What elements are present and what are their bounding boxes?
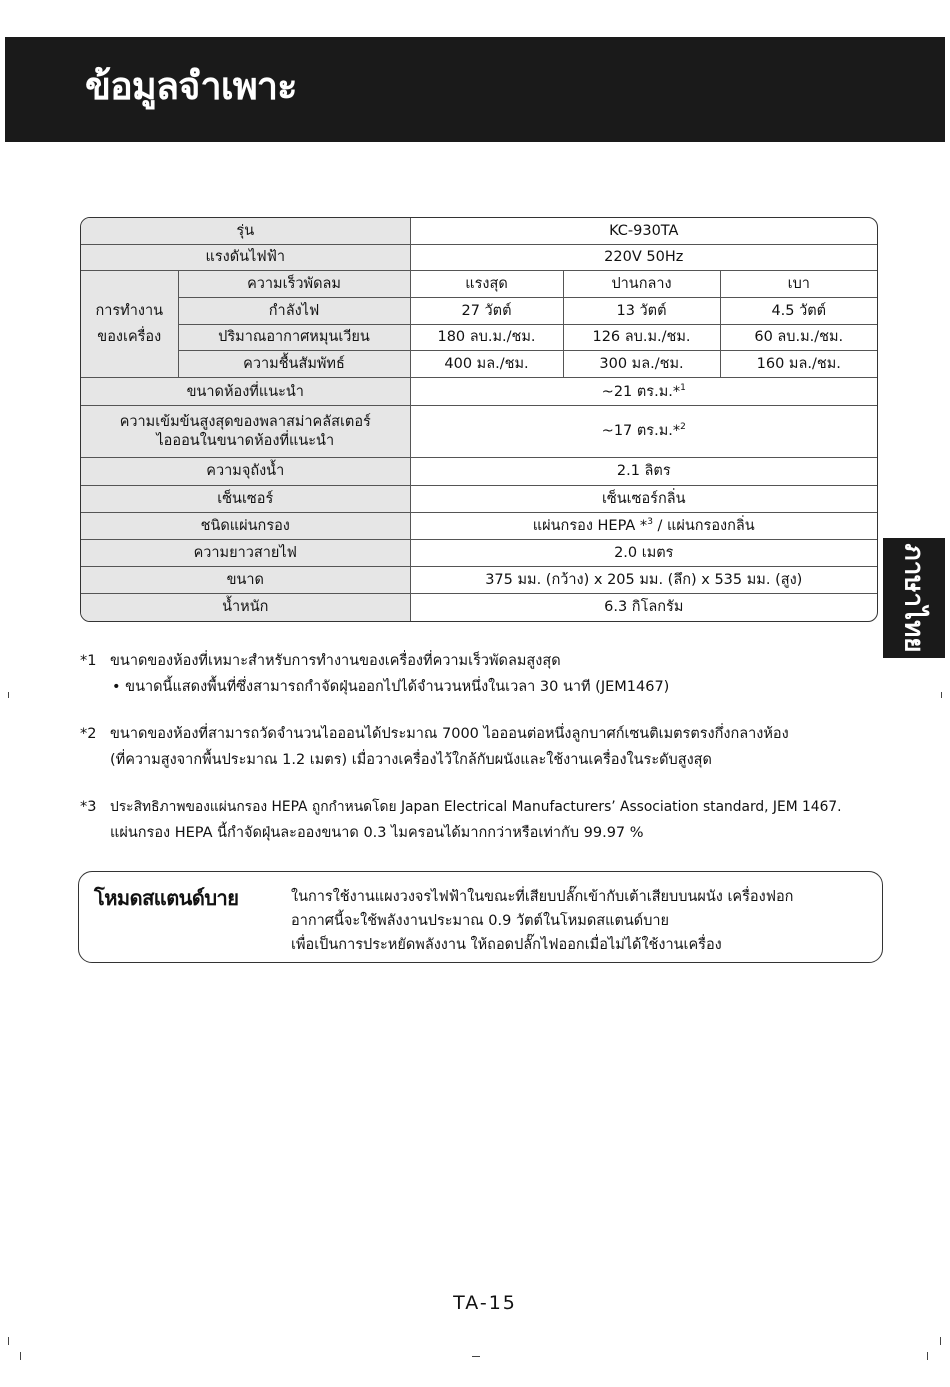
page-number: TA-15 xyxy=(453,1292,517,1314)
fan-speed-medium: ปานกลาง xyxy=(563,271,720,298)
crop-mark xyxy=(472,1356,480,1357)
standby-text: ในการใช้งานแผงวงจรไฟฟ้าในขณะที่เสียบปลั๊กเข้ากับเต้าเสียบบนผนัง เครื่องฟอก อากาศนี้จะใช้พลังงานประมาณ 0.9 วัตต์ในโหมดสแตนด์บาย เพื่อเป็นการประหยัดพลังงาน ให้ถอดปลั๊กไฟออกเมื่อไม่ได้ใช้งานเครื่อง xyxy=(291,889,794,953)
airflow-low: 60 ลบ.ม./ชม. xyxy=(720,324,877,350)
airflow-medium: 126 ลบ.ม./ชม. xyxy=(563,324,720,350)
crop-mark xyxy=(8,1337,9,1345)
footnote-mark: *1 xyxy=(80,653,97,669)
footnotes xyxy=(80,648,940,846)
language-tab-label: ภาษาไทย xyxy=(898,543,929,653)
footnote-1 xyxy=(80,648,940,700)
filter-value: แผ่นกรอง HEPA *$^3$ / แผ่นกรองกลิ่น xyxy=(410,513,877,540)
power-medium: 13 วัตต์ xyxy=(563,298,720,324)
fan-speed-high: แรงสุด xyxy=(410,271,563,298)
sensor-value: เซ็นเซอร์กลิ่น xyxy=(410,485,877,512)
spec-table xyxy=(80,217,878,622)
footnote-text: • ขนาดนี้แสดงพื้นที่ซึ่งสามารถกำจัดฝุ่นออกไปได้จำนวนหนึ่งในเวลา 30 นาที (JEM1467) xyxy=(112,679,670,695)
footnote-text: ขนาดของห้องที่สามารถวัดจำนวนไอออนได้ประมาณ 7000 ไอออนต่อหนึ่งลูกบาศก์เซนติเมตรตรงกึ่งกลางห้อง xyxy=(110,726,789,742)
tank-value: 2.1 ลิตร xyxy=(410,458,877,485)
table-row xyxy=(81,458,877,485)
filter-label: ชนิดแผ่นกรอง xyxy=(81,513,410,540)
weight-value: 6.3 กิโลกรัม xyxy=(410,594,877,622)
footnote-mark: *2 xyxy=(80,726,97,742)
standby-box xyxy=(78,871,883,963)
table-row xyxy=(81,271,877,298)
table-row xyxy=(81,351,877,378)
voltage-label: แรงดันไฟฟ้า xyxy=(81,244,410,270)
cord-length-value: 2.0 เมตร xyxy=(410,540,877,566)
footnote-text: ประสิทธิภาพของแผ่นกรอง HEPA ถูกกำหนดโดย Japan Electrical Manufacturers’ Association standard, JEM 1467. xyxy=(110,799,842,815)
ion-concentration-label: ความเข้มข้นสูงสุดของพลาสม่าคลัสเตอร์ ไอออนในขนาดห้องที่แนะนำ xyxy=(81,405,410,458)
room-size-label: ขนาดห้องที่แนะนำ xyxy=(81,378,410,405)
crop-mark xyxy=(940,1337,941,1345)
crop-mark xyxy=(927,1352,928,1360)
fan-speed-low: เบา xyxy=(720,271,877,298)
model-label: รุ่น xyxy=(81,218,410,244)
table-row xyxy=(81,566,877,593)
table-row xyxy=(81,218,877,244)
table-row xyxy=(81,405,877,458)
airflow-label: ปริมาณอากาศหมุนเวียน xyxy=(178,324,410,350)
footnote-text: (ที่ความสูงจากพื้นประมาณ 1.2 เมตร) เมื่อวางเครื่องไว้ใกล้กับผนังและใช้งานเครื่องในระดับสูงสุด xyxy=(110,752,712,768)
humidify-high: 400 มล./ชม. xyxy=(410,351,563,378)
footnote-text: ขนาดของห้องที่เหมาะสำหรับการทำงานของเครื่องที่ความเร็วพัดลมสูงสุด xyxy=(110,653,561,669)
table-row xyxy=(81,298,877,324)
language-tab xyxy=(883,538,945,658)
footnote-mark: *3 xyxy=(80,799,97,815)
table-row xyxy=(81,594,877,622)
cord-length-label: ความยาวสายไฟ xyxy=(81,540,410,566)
humidify-label: ความชื้นสัมพัทธ์ xyxy=(178,351,410,378)
voltage-value: 220V 50Hz xyxy=(410,244,877,270)
power-high: 27 วัตต์ xyxy=(410,298,563,324)
table-row xyxy=(81,540,877,566)
table-row xyxy=(81,378,877,405)
room-size-value: ~21 ตร.ม.*$^1$ xyxy=(410,378,877,405)
airflow-high: 180 ลบ.ม./ชม. xyxy=(410,324,563,350)
page-header xyxy=(5,37,945,142)
crop-mark xyxy=(20,1352,21,1360)
footnote-3 xyxy=(80,794,940,846)
weight-label: น้ำหนัก xyxy=(81,594,410,622)
table-row xyxy=(81,513,877,540)
humidify-low: 160 มล./ชม. xyxy=(720,351,877,378)
dimensions-value: 375 มม. (กว้าง) x 205 มม. (ลึก) x 535 มม. (สูง) xyxy=(410,566,877,593)
operation-group-label: การทำงาน ของเครื่อง xyxy=(81,271,178,378)
humidify-medium: 300 มล./ชม. xyxy=(563,351,720,378)
power-low: 4.5 วัตต์ xyxy=(720,298,877,324)
tank-label: ความจุถังน้ำ xyxy=(81,458,410,485)
power-label: กำลังไฟ xyxy=(178,298,410,324)
standby-title: โหมดสแตนด์บาย xyxy=(94,886,239,910)
table-row xyxy=(81,244,877,270)
table-row xyxy=(81,324,877,350)
fan-speed-label: ความเร็วพัดลม xyxy=(178,271,410,298)
crop-mark xyxy=(8,692,9,698)
sensor-label: เซ็นเซอร์ xyxy=(81,485,410,512)
footnote-text: แผ่นกรอง HEPA นี้กำจัดฝุ่นละอองขนาด 0.3 ไมครอนได้มากกว่าหรือเท่ากับ 99.97 % xyxy=(110,825,644,841)
model-value: KC-930TA xyxy=(410,218,877,244)
page-title: ข้อมูลจำเพาะ xyxy=(85,64,297,108)
dimensions-label: ขนาด xyxy=(81,566,410,593)
crop-mark xyxy=(941,692,942,698)
ion-concentration-value: ~17 ตร.ม.*$^2$ xyxy=(410,405,877,458)
table-row xyxy=(81,485,877,512)
footnote-2 xyxy=(80,721,940,773)
